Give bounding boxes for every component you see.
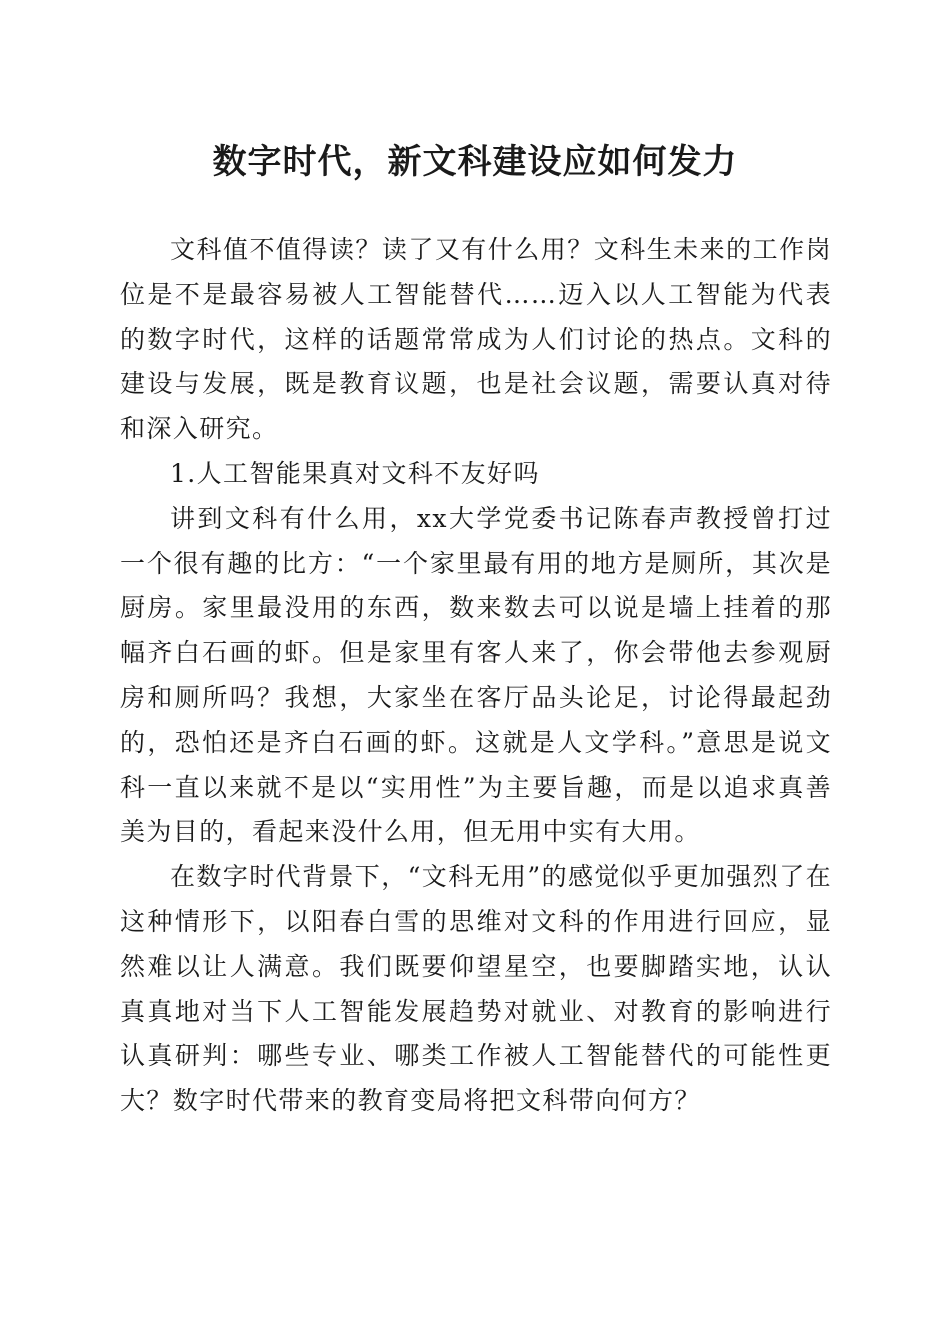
paragraph-analogy: 讲到文科有什么用，xx大学党委书记陈春声教授曾打过一个很有趣的比方：“一个家里最有用的地方是厕所，其次是厨房。家里最没用的东西，数来数去可以说是墙上挂着的那幅齐白石画的虾。但是家里有客人来了，你会带他去参观厨房和厕所吗？我想，大家坐在客厅品头论足，讨论得最起劲的，恐怕还是齐白石画的虾。这就是人文学科。”意思是说文科一直以来就不是以“实用性”为主要旨趣，而是以追求真善美为目的，看起来没什么用，但无用中实有大用。 [120, 503, 832, 847]
paragraph-intro: 文科值不值得读？读了又有什么用？文科生未来的工作岗位是不是最容易被人工智能替代……迈入以人工智能为代表的数字时代，这样的话题常常成为人们讨论的热点。文科的建设与发展，既是教育议题，也是社会议题，需要认真对待和深入研究。 [120, 235, 832, 444]
section-heading-1: 1.人工智能果真对文科不友好吗 [170, 458, 540, 488]
document-body [120, 228, 832, 1124]
paragraph-digital-era: 在数字时代背景下，“文科无用”的感觉似乎更加强烈了在这种情形下，以阳春白雪的思维对文科的作用进行回应，显然难以让人满意。我们既要仰望星空，也要脚踏实地，认认真真地对当下人工智能发展趋势对就业、对教育的影响进行认真研判：哪些专业、哪类工作被人工智能替代的可能性更大？数字时代带来的教育变局将把文科带向何方？ [120, 862, 832, 1116]
document-title: 数字时代，新文科建设应如何发力 [212, 142, 738, 182]
